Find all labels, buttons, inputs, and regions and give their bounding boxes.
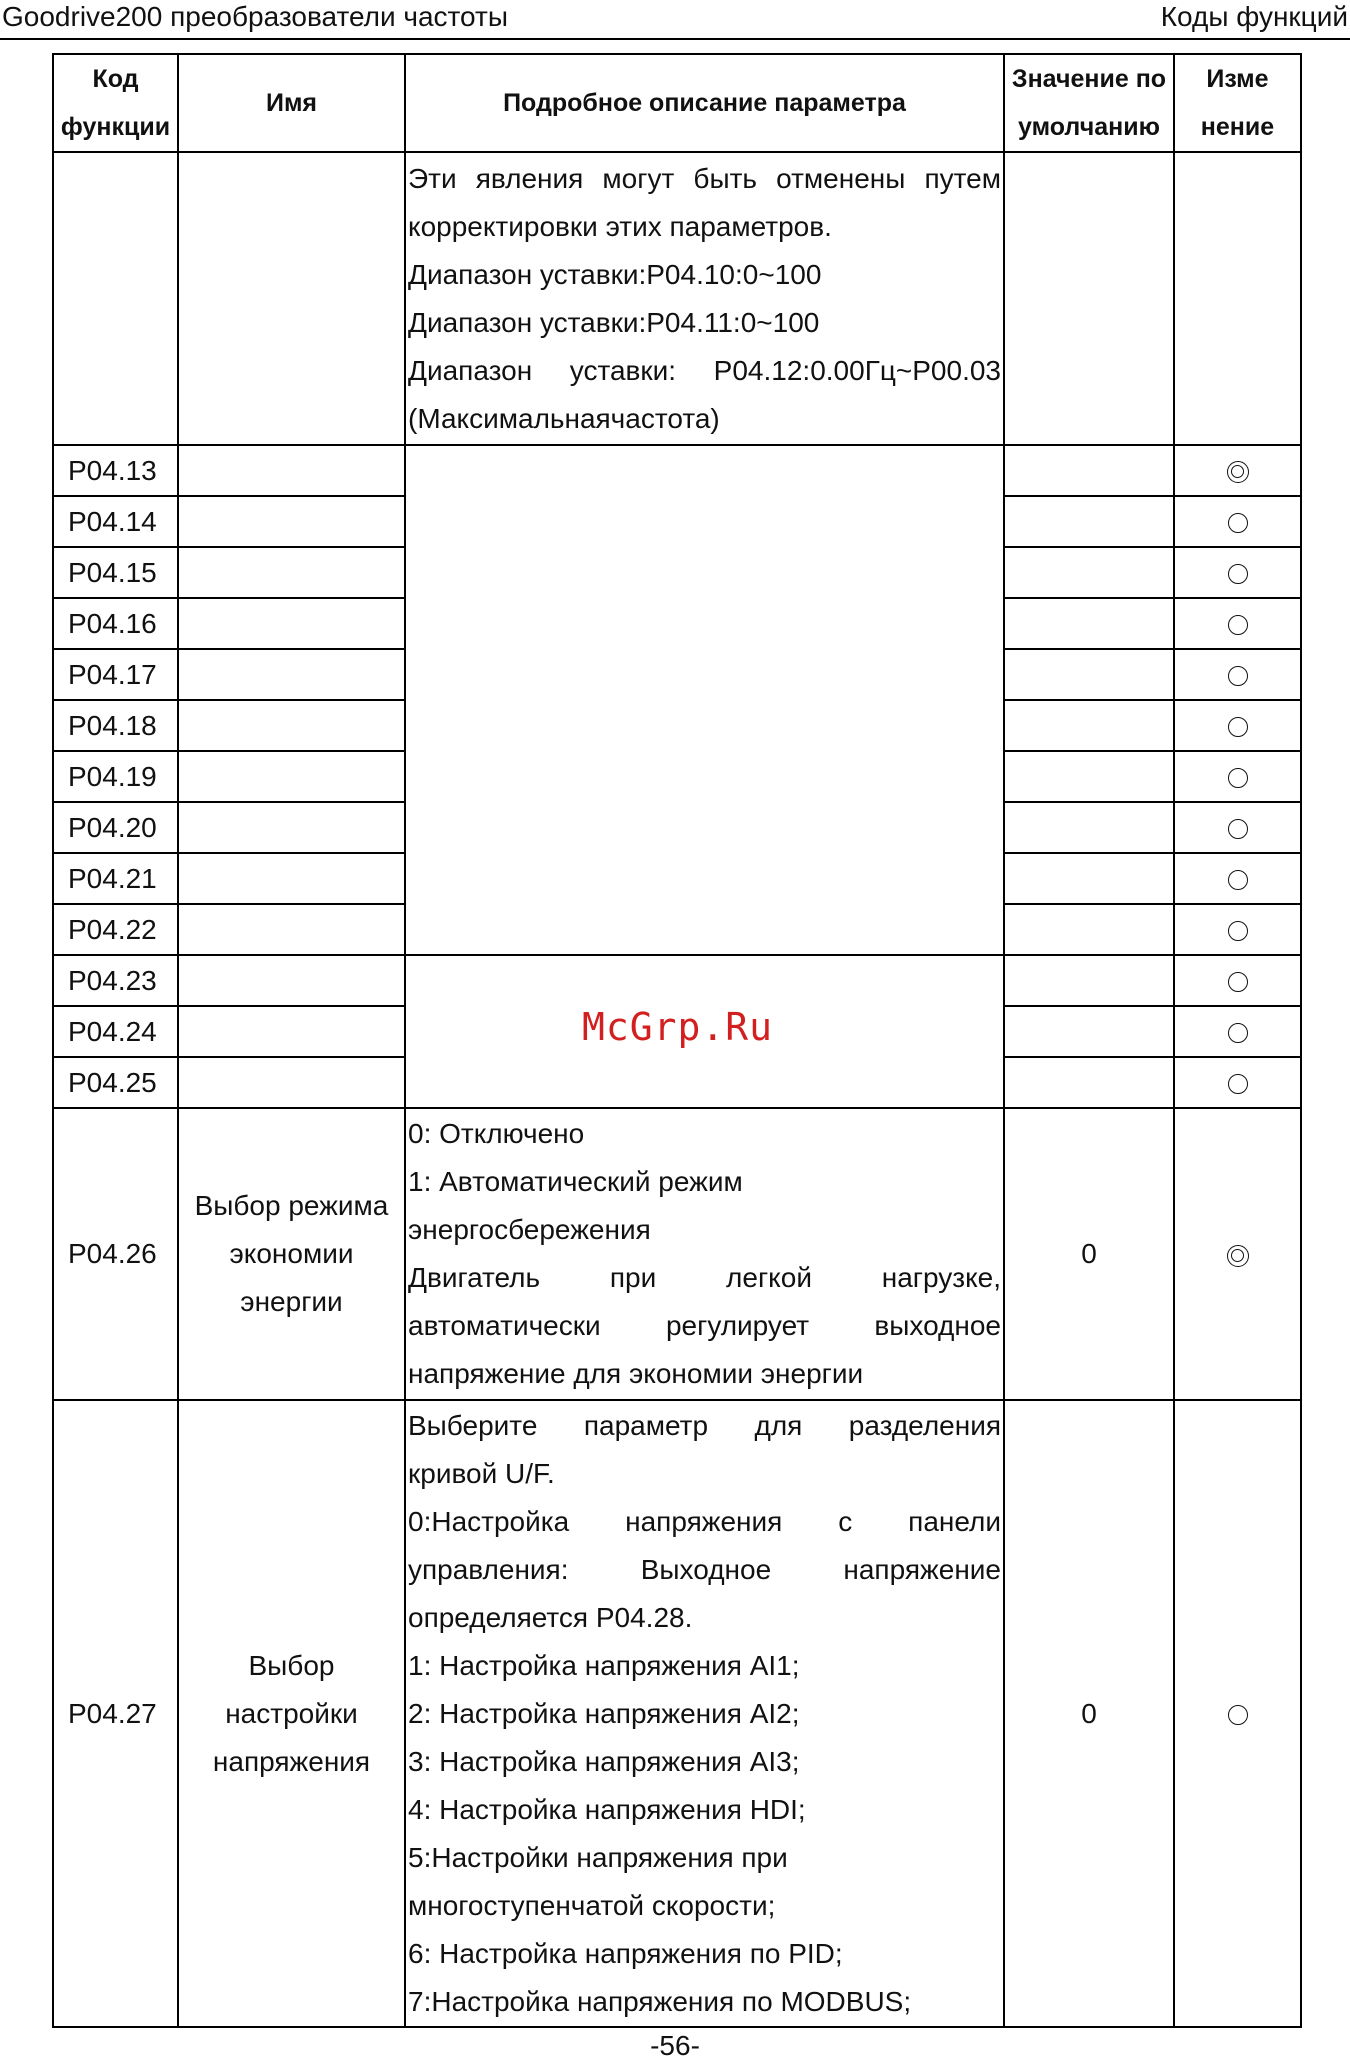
- circle-icon: [1228, 666, 1248, 686]
- param-name: [178, 1006, 405, 1057]
- param-default: [1004, 955, 1174, 1006]
- desc-line: напряжение для экономии энергии: [408, 1358, 864, 1389]
- param-modify: [1174, 1108, 1301, 1400]
- param-description: [405, 1400, 1004, 2027]
- circle-icon: [1228, 768, 1248, 788]
- name-line: экономии: [229, 1238, 354, 1269]
- col-header-code-line2: функции: [60, 113, 171, 141]
- table-row-p0426: [53, 1108, 1301, 1400]
- param-default: [1004, 1006, 1174, 1057]
- name-line: настройки: [225, 1697, 358, 1729]
- param-default: [1004, 445, 1174, 496]
- col-header-description: Подробное описание параметра: [405, 54, 1004, 152]
- desc-line: Диапазон уставки: P04.12:0.00Гц~P00.03: [408, 354, 1001, 386]
- desc-line: определяется P04.28.: [408, 1601, 693, 1633]
- desc-line: 0:Настройка напряжения с панели: [408, 1505, 1001, 1537]
- param-name: [178, 853, 405, 904]
- circle-icon: [1228, 1074, 1248, 1094]
- param-name: [178, 955, 405, 1006]
- param-name: [178, 1400, 405, 2027]
- param-default: [1004, 496, 1174, 547]
- param-default: [1004, 649, 1174, 700]
- col-header-code-line1: Код: [92, 65, 139, 93]
- col-header-modify: [1174, 54, 1301, 152]
- param-code: P04.18: [53, 700, 178, 751]
- param-name: [178, 1108, 405, 1400]
- desc-line: Выберите параметр для разделения: [408, 1409, 1001, 1441]
- desc-line: 2: Настройка напряжения AI2;: [408, 1697, 800, 1729]
- desc-line: энергосбережения: [408, 1214, 651, 1245]
- param-code: P04.25: [53, 1057, 178, 1108]
- param-description: [405, 1108, 1004, 1400]
- param-name: [178, 547, 405, 598]
- param-name: [178, 802, 405, 853]
- param-description: [405, 445, 1004, 955]
- col-header-modify-line1: Изме: [1206, 65, 1269, 93]
- doc-header-title: Goodrive200 преобразователи частоты: [2, 1, 508, 32]
- desc-line: многоступенчатой скорости;: [408, 1889, 776, 1921]
- param-modify: [1174, 649, 1301, 700]
- param-name: [178, 598, 405, 649]
- param-code: P04.22: [53, 904, 178, 955]
- circle-icon: [1228, 1023, 1248, 1043]
- param-code: P04.16: [53, 598, 178, 649]
- desc-line: Диапазон уставки:P04.11:0~100: [408, 306, 820, 338]
- circle-icon: [1228, 921, 1248, 941]
- desc-line: Диапазон уставки:P04.10:0~100: [408, 258, 822, 290]
- continuation-row: [53, 152, 1301, 445]
- cell-modify: [1174, 152, 1301, 445]
- param-name: [178, 445, 405, 496]
- col-header-name: Имя: [178, 54, 405, 152]
- param-name: [178, 496, 405, 547]
- col-header-default: [1004, 54, 1174, 152]
- param-default: [1004, 853, 1174, 904]
- header-divider: [0, 38, 1350, 40]
- cell-default: [1004, 152, 1174, 445]
- param-code: P04.19: [53, 751, 178, 802]
- name-line: Выбор: [248, 1649, 335, 1681]
- param-name: [178, 649, 405, 700]
- param-default: [1004, 904, 1174, 955]
- table-row: [53, 955, 1301, 1006]
- name-line: напряжения: [212, 1745, 371, 1777]
- param-code: P04.24: [53, 1006, 178, 1057]
- param-code: P04.15: [53, 547, 178, 598]
- param-default: 0: [1004, 1108, 1174, 1400]
- param-name: [178, 904, 405, 955]
- param-default: [1004, 547, 1174, 598]
- param-modify: [1174, 955, 1301, 1006]
- param-modify: [1174, 1006, 1301, 1057]
- col-header-default-line2: умолчанию: [1018, 113, 1160, 141]
- circle-icon: [1228, 615, 1248, 635]
- desc-line: 4: Настройка напряжения HDI;: [408, 1793, 806, 1825]
- col-header-code: [53, 54, 178, 152]
- param-default: [1004, 751, 1174, 802]
- param-code: P04.23: [53, 955, 178, 1006]
- desc-line: 1: Автоматический режим: [408, 1166, 743, 1197]
- param-code: P04.27: [53, 1400, 178, 2027]
- param-code: P04.13: [53, 445, 178, 496]
- param-name: [178, 1057, 405, 1108]
- param-default: [1004, 598, 1174, 649]
- desc-line: 7:Настройка напряжения по MODBUS;: [408, 1985, 912, 2017]
- param-code: P04.26: [53, 1108, 178, 1400]
- desc-line: 0: Отключено: [408, 1118, 585, 1149]
- param-default: [1004, 1057, 1174, 1108]
- param-modify: [1174, 700, 1301, 751]
- page-number: -56-: [650, 2030, 700, 2061]
- param-modify: [1174, 547, 1301, 598]
- desc-line: автоматически регулирует выходное: [408, 1310, 1001, 1341]
- circle-icon: [1228, 717, 1248, 737]
- param-default: [1004, 802, 1174, 853]
- param-modify: [1174, 1400, 1301, 2027]
- desc-line: кривой U/F.: [408, 1457, 555, 1489]
- desc-line: 5:Настройки напряжения при: [408, 1841, 788, 1873]
- param-code: P04.21: [53, 853, 178, 904]
- double-circle-icon: [1227, 461, 1249, 483]
- param-modify: [1174, 751, 1301, 802]
- param-modify: [1174, 802, 1301, 853]
- circle-icon: [1228, 819, 1248, 839]
- desc-line: управления: Выходное напряжение: [408, 1553, 1001, 1585]
- desc-line: 1: Настройка напряжения AI1;: [408, 1649, 800, 1681]
- col-header-modify-line2: нение: [1200, 113, 1275, 141]
- table-row: [53, 445, 1301, 496]
- param-modify: [1174, 598, 1301, 649]
- desc-line: 6: Настройка напряжения по PID;: [408, 1937, 843, 1969]
- param-modify: [1174, 445, 1301, 496]
- cell-code: [53, 152, 178, 445]
- desc-line: (Максимальнаячастота): [408, 402, 720, 434]
- name-line: энергии: [240, 1286, 343, 1317]
- watermark: McGrp.Ru: [582, 1005, 774, 1049]
- desc-line: Двигатель при легкой нагрузке,: [408, 1262, 1001, 1293]
- param-name: [178, 700, 405, 751]
- cell-name: [178, 152, 405, 445]
- circle-icon: [1228, 564, 1248, 584]
- double-circle-icon: [1227, 1245, 1249, 1267]
- param-modify: [1174, 904, 1301, 955]
- table-header-row: [53, 54, 1301, 152]
- param-modify: [1174, 1057, 1301, 1108]
- param-modify: [1174, 496, 1301, 547]
- desc-line: корректировки этих параметров.: [408, 210, 832, 242]
- param-code: P04.20: [53, 802, 178, 853]
- circle-icon: [1228, 870, 1248, 890]
- cell-description: [405, 152, 1004, 445]
- desc-line: 3: Настройка напряжения AI3;: [408, 1745, 800, 1777]
- circle-icon: [1228, 1705, 1248, 1725]
- param-code: P04.17: [53, 649, 178, 700]
- col-header-default-line1: Значение по: [1011, 65, 1167, 93]
- circle-icon: [1228, 972, 1248, 992]
- param-default: 0: [1004, 1400, 1174, 2027]
- name-line: Выбор режима: [194, 1190, 389, 1221]
- desc-line: Эти явления могут быть отменены путем: [408, 162, 1001, 194]
- param-default: [1004, 700, 1174, 751]
- circle-icon: [1228, 513, 1248, 533]
- param-code: P04.14: [53, 496, 178, 547]
- doc-header-section: Коды функций: [1160, 1, 1348, 32]
- param-name: [178, 751, 405, 802]
- table-row-p0427: [53, 1400, 1301, 2027]
- param-modify: [1174, 853, 1301, 904]
